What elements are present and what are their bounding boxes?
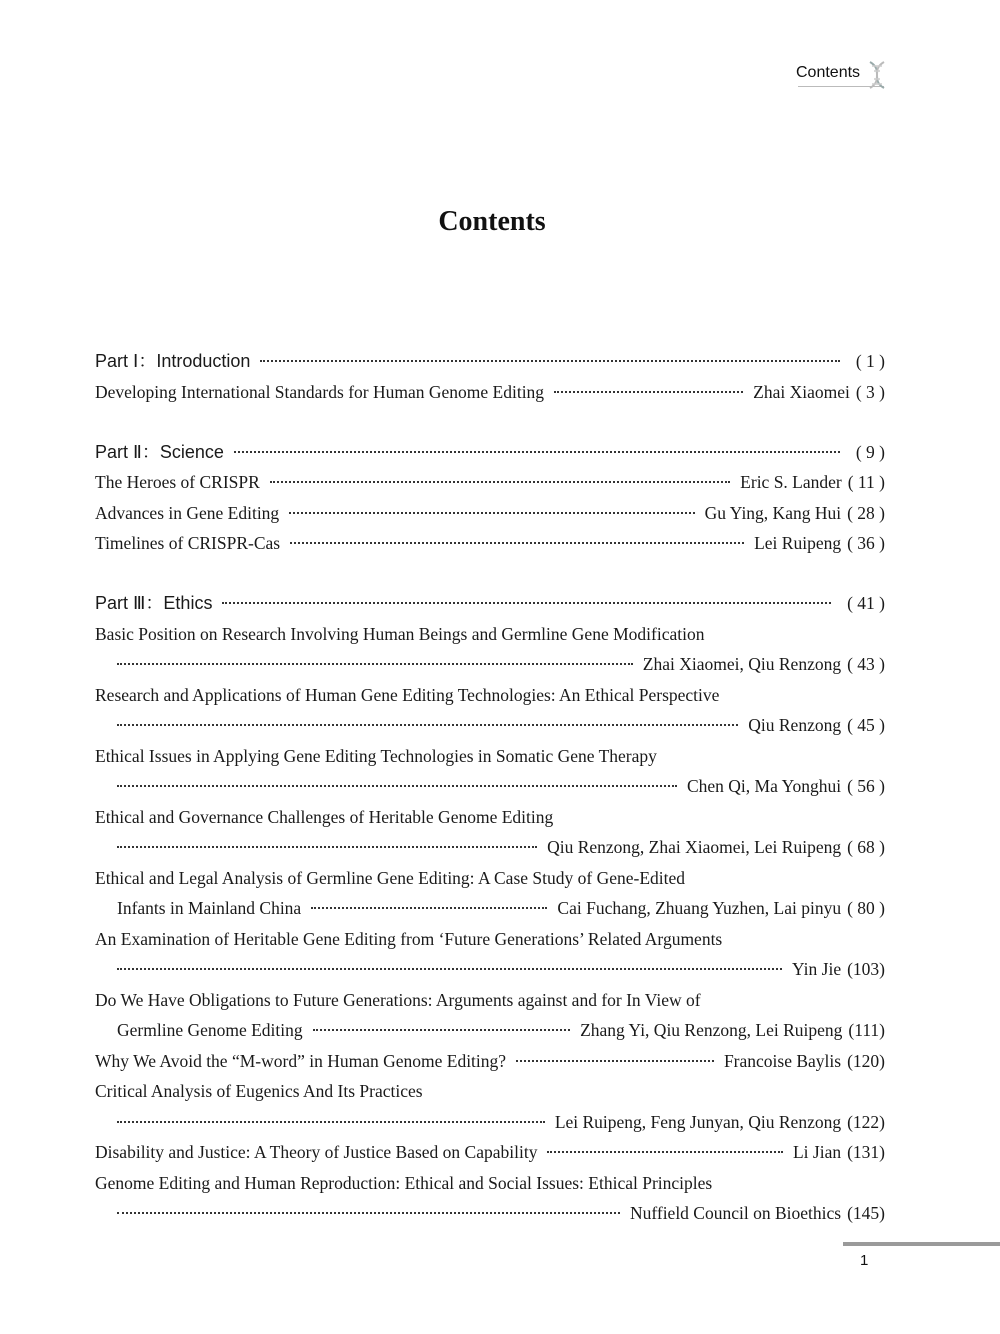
page-ref: ( 80 ) [847, 898, 885, 918]
dot-leader [311, 907, 547, 909]
footer-rule [843, 1242, 1000, 1246]
entry-author: Cai Fuchang, Zhuang Yuzhen, Lai pinyu [557, 898, 842, 918]
entry-author: Lei Ruipeng, Feng Junyan, Qiu Renzong [554, 1111, 842, 1132]
entry-title: The Heroes of CRISPR [95, 472, 260, 492]
entry-title: Do We Have Obligations to Future Generations: Arguments against and for In View of [95, 989, 701, 1010]
running-head [796, 64, 860, 82]
part-label: Part Ⅲ：Ethics [95, 593, 213, 613]
toc-entry-continuation[interactable] [95, 954, 885, 985]
toc-entry[interactable] [95, 924, 885, 955]
dot-leader [117, 1121, 545, 1123]
toc-entry-continuation[interactable] [95, 649, 885, 680]
entry-title: Developing International Standards for Human Genome Editing [95, 381, 545, 402]
dot-leader [547, 1151, 783, 1153]
entry-author: Gu Ying, Kang Hui [704, 502, 842, 523]
entry-title: Why We Avoid the “M-word” in Human Genome Editing? [95, 1050, 507, 1071]
entry-author: Zhang Yi, Qiu Renzong, Lei Ruipeng [580, 1020, 843, 1040]
toc-entry[interactable] [95, 619, 885, 650]
entry-title: Ethical and Governance Challenges of Heritable Genome Editing [95, 806, 554, 827]
toc-entry-continuation[interactable] [95, 1198, 885, 1229]
entry-author: Yin Jie [791, 959, 842, 979]
toc-entry[interactable] [95, 680, 885, 711]
dot-leader [117, 968, 782, 970]
entry-title-continuation: Infants in Mainland China [117, 898, 302, 918]
toc-entry[interactable] [95, 741, 885, 772]
entry-title: Advances in Gene Editing [95, 502, 280, 523]
toc-entry[interactable] [95, 377, 885, 408]
part-label: Part Ⅱ：Science [95, 441, 224, 462]
toc-entry[interactable] [95, 985, 885, 1016]
page-title: Contents [438, 206, 546, 237]
dot-leader [117, 1212, 620, 1214]
page-ref: ( 1 ) [855, 351, 885, 371]
toc-entry[interactable] [95, 467, 885, 498]
dot-leader [313, 1029, 570, 1031]
entry-title: Timelines of CRISPR-Cas [95, 533, 281, 553]
page-ref: ( 56 ) [847, 776, 885, 796]
dot-leader [516, 1060, 714, 1062]
dot-leader [117, 846, 537, 848]
part-label: Part Ⅰ：Introduction [95, 351, 251, 371]
toc-entry[interactable] [95, 498, 885, 529]
toc-part-heading[interactable] [95, 346, 885, 377]
entry-title: Critical Analysis of Eugenics And Its Practices [95, 1081, 423, 1101]
page-ref: (120) [847, 1050, 885, 1071]
entry-title-continuation: Germline Genome Editing [117, 1020, 303, 1040]
entry-author: Francoise Baylis [723, 1050, 842, 1071]
toc-entry[interactable] [95, 1076, 885, 1107]
toc-entry-continuation[interactable] [95, 1107, 885, 1138]
page-ref: ( 28 ) [847, 502, 885, 523]
entry-author: Zhai Xiaomei, Qiu Renzong [642, 654, 842, 674]
entry-title: Ethical Issues in Applying Gene Editing Technologies in Somatic Gene Therapy [95, 745, 657, 766]
toc-entry[interactable] [95, 1046, 885, 1077]
toc-entry[interactable] [95, 863, 885, 894]
entry-title: Disability and Justice: A Theory of Justice Based on Capability [95, 1142, 538, 1162]
toc-part-heading[interactable] [95, 588, 885, 619]
toc-entry-continuation[interactable] [95, 771, 885, 802]
toc-entry[interactable] [95, 1168, 885, 1199]
page-ref: ( 41 ) [847, 593, 885, 613]
entry-author: Eric S. Lander [740, 472, 842, 492]
page-ref: ( 43 ) [847, 654, 885, 674]
toc-entry-continuation[interactable] [95, 832, 885, 863]
dot-leader [117, 785, 677, 787]
entry-title: An Examination of Heritable Gene Editing from ‘Future Generations’ Related Arguments [95, 928, 723, 949]
page-ref: ( 36 ) [847, 533, 885, 553]
dot-leader [117, 724, 738, 726]
dot-leader [234, 451, 840, 453]
dot-leader [289, 512, 694, 514]
entry-title: Ethical and Legal Analysis of Germline Gene Editing: A Case Study of Gene-Edited [95, 867, 686, 888]
toc-part-heading[interactable] [95, 437, 885, 468]
toc-entry-continuation[interactable] [95, 1015, 885, 1046]
entry-author: Qiu Renzong, Zhai Xiaomei, Lei Ruipeng [547, 837, 842, 857]
page-ref: ( 45 ) [847, 715, 885, 735]
toc-entry[interactable] [95, 1137, 885, 1168]
page-ref: ( 9 ) [855, 441, 885, 462]
page-ref: (145) [847, 1203, 885, 1223]
entry-author: Lei Ruipeng [754, 533, 842, 553]
dot-leader [260, 360, 839, 362]
dot-leader [554, 391, 743, 393]
dot-leader [117, 663, 633, 665]
page-number: 1 [860, 1252, 869, 1269]
page-ref: (122) [847, 1111, 885, 1132]
dot-leader [270, 481, 730, 483]
toc-entry-continuation[interactable] [95, 893, 885, 924]
entry-author: Chen Qi, Ma Yonghui [686, 776, 842, 796]
page-ref: ( 68 ) [847, 837, 885, 857]
table-of-contents [95, 346, 885, 1229]
toc-entry[interactable] [95, 528, 885, 559]
entry-author: Nuffield Council on Bioethics [629, 1203, 842, 1223]
entry-title: Basic Position on Research Involving Human Beings and Germline Gene Modification [95, 623, 705, 644]
dna-helix-icon [866, 60, 888, 90]
running-head-text: Contents [796, 64, 861, 81]
page-ref: ( 11 ) [847, 472, 885, 492]
entry-author: Zhai Xiaomei [753, 381, 850, 402]
dot-leader [290, 542, 744, 544]
toc-entry-continuation[interactable] [95, 710, 885, 741]
toc-entry[interactable] [95, 802, 885, 833]
entry-author: Li Jian [792, 1142, 842, 1162]
dot-leader [222, 602, 831, 604]
page-ref: ( 3 ) [855, 381, 885, 402]
page-ref: (111) [848, 1020, 885, 1040]
entry-title: Genome Editing and Human Reproduction: Ethical and Social Issues: Ethical Principles [95, 1172, 713, 1193]
entry-title: Research and Applications of Human Gene Editing Technologies: An Ethical Perspective [95, 684, 720, 705]
page-ref: (103) [847, 959, 885, 979]
page-ref: (131) [847, 1142, 885, 1162]
entry-author: Qiu Renzong [748, 715, 842, 735]
